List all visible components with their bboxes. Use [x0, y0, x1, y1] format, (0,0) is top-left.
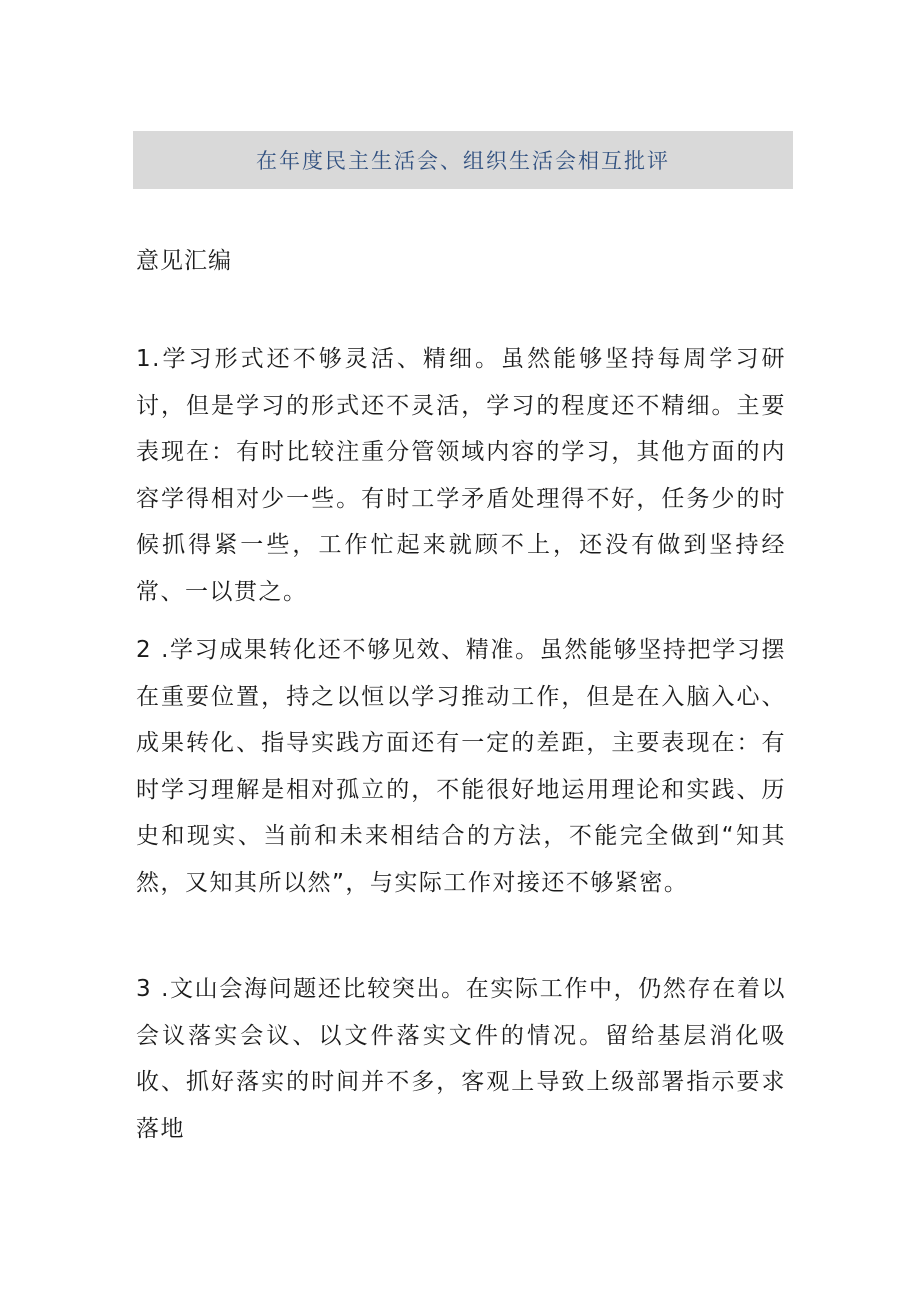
document-title: 在年度民主生活会、组织生活会相互批评 — [256, 149, 670, 173]
paragraph-3: 3 .文山会海问题还比较突出。在实际工作中，仍然存在着以会议落实会议、以文件落实文件的情况。留给基层消化吸收、抓好落实的时间并不多，客观上导致上级部署指示要求落地 — [136, 976, 786, 1142]
title-banner — [133, 131, 793, 189]
paragraph-2: 2 .学习成果转化还不够见效、精准。虽然能够坚持把学习摆在重要位置，持之以恒以学习推动工作，但是在入脑入心、成果转化、指导实践方面还有一定的差距，主要表现在：有时学习理解是相对孤立的，不能很好地运用理论和实践、历史和现实、当前和未来相结合的方法，不能完全做到“知其然，又知其所以然”，与实际工作对接还不够紧密。 — [136, 637, 786, 896]
paragraph-1: 1.学习形式还不够灵活、精细。虽然能够坚持每周学习研讨，但是学习的形式还不灵活，学习的程度还不精细。主要表现在：有时比较注重分管领域内容的学习，其他方面的内容学得相对少一些。有时工学矛盾处理得不好，任务少的时候抓得紧一些，工作忙起来就顾不上，还没有做到坚持经常、一以贯之。 — [136, 346, 786, 605]
document-subtitle: 意见汇编 — [136, 248, 232, 274]
